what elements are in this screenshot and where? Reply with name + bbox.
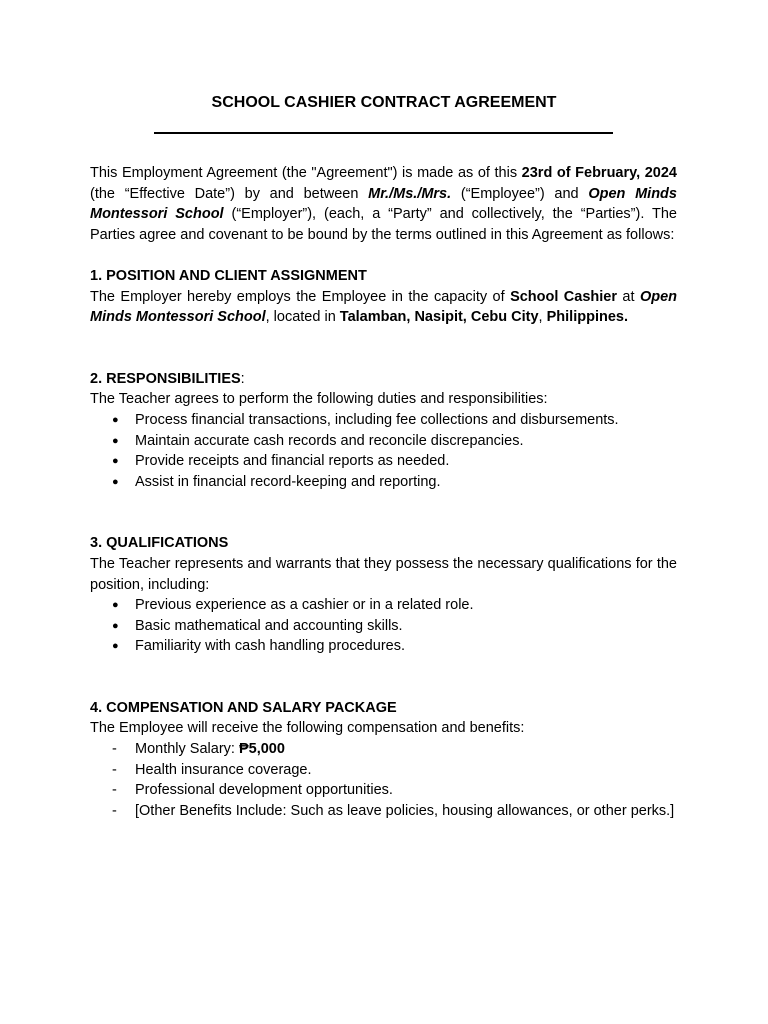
intro-text-1: This Employment Agreement (the "Agreement") is made as of this [90, 165, 522, 181]
section-2-heading [90, 369, 677, 390]
spacer [90, 657, 677, 698]
list-item: - Health insurance coverage. [90, 760, 677, 781]
employee-name: Mr./Ms./Mrs. [368, 185, 452, 202]
list-item [90, 739, 677, 760]
qualifications-list [90, 595, 677, 657]
school-name: Open Minds Montessori School [90, 288, 677, 326]
document-body [90, 163, 677, 821]
section-1-text-2: at [617, 288, 640, 305]
responsibilities-list [90, 410, 677, 492]
list-item: ● Previous experience as a cashier or in a related role. [90, 595, 677, 616]
effective-date: 23rd of February, 2024 [521, 165, 677, 181]
spacer [90, 492, 677, 533]
employer-name: Open Minds Montessori School [90, 185, 677, 223]
intro-paragraph [90, 163, 677, 245]
position-title: School Cashier [510, 288, 618, 305]
list-item: ● Assist in financial record-keeping and reporting. [90, 472, 677, 493]
school-country: Philippines. [546, 309, 628, 326]
section-2-intro: The Teacher agrees to perform the following duties and responsibilities: [90, 391, 548, 408]
salary-label: Monthly Salary: [135, 741, 239, 758]
spacer [90, 328, 677, 369]
section-2-heading-text: 2. RESPONSIBILITIES [90, 370, 241, 387]
section-1-heading: 1. POSITION AND CLIENT ASSIGNMENT [90, 267, 367, 284]
section-4-heading: 4. COMPENSATION AND SALARY PACKAGE [90, 699, 397, 716]
section-3-heading: 3. QUALIFICATIONS [90, 535, 229, 552]
document-title: SCHOOL CASHIER CONTRACT AGREEMENT [211, 94, 557, 111]
title-underline [154, 132, 613, 134]
section-3-intro: The Teacher represents and warrants that they possess the necessary qualifications for the position, including: [90, 555, 677, 593]
intro-text-4: (“Employer”), (each, a “Party” and collectively, the “Parties”). The Parties agree and covenant to be bound by the terms outlined in this Agreement as follows: [90, 206, 677, 243]
list-item: ● Maintain accurate cash records and reconcile discrepancies. [90, 431, 677, 452]
section-1-text-3: , located in [265, 309, 340, 326]
compensation-list [90, 739, 677, 821]
section-4-intro: The Employee will receive the following compensation and benefits: [90, 720, 525, 737]
section-1-text-4: , [538, 309, 547, 326]
salary-value: ₱5,000 [238, 741, 285, 758]
list-item: - [Other Benefits Include: Such as leave policies, housing allowances, or other perks.] [90, 801, 677, 822]
section-1-text-1: The Employer hereby employs the Employee in the capacity of [90, 288, 511, 305]
intro-text-3: (“Employee”) and [451, 185, 589, 202]
section-2-heading-colon: : [240, 370, 245, 387]
list-item: ● Provide receipts and financial reports as needed. [90, 451, 677, 472]
list-item: ● Familiarity with cash handling procedures. [90, 636, 677, 657]
spacer [90, 245, 677, 266]
school-location: Talamban, Nasipit, Cebu City [339, 309, 539, 326]
intro-text-2: (the “Effective Date”) by and between [90, 185, 369, 202]
list-item: ● Process financial transactions, including fee collections and disbursements. [90, 410, 677, 431]
list-item: - Professional development opportunities. [90, 780, 677, 801]
section-1-paragraph [90, 287, 677, 328]
list-item: ● Basic mathematical and accounting skills. [90, 616, 677, 637]
